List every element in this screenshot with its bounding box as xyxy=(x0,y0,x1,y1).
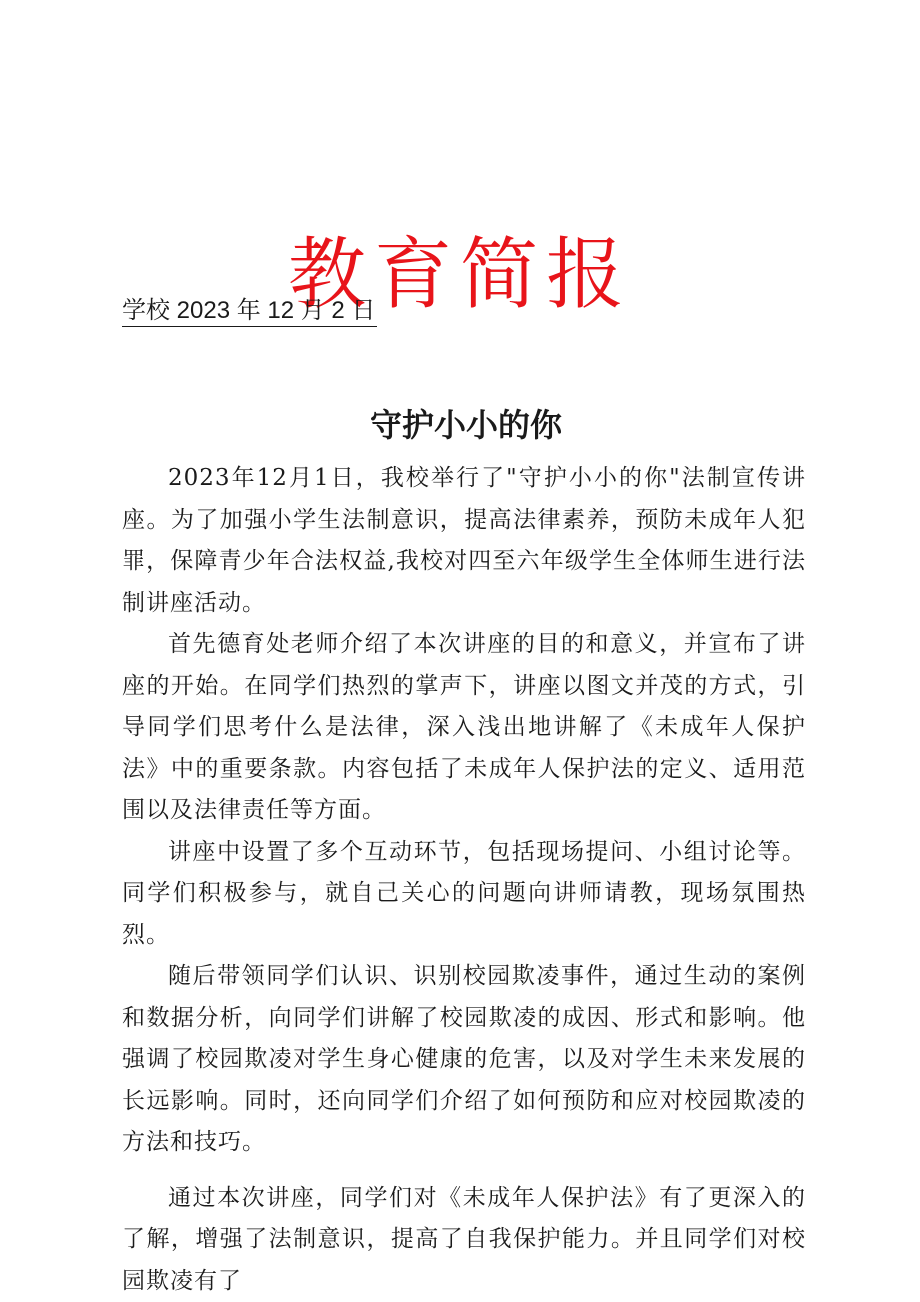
dateline: 学校 2023 年 12 月 2 日 xyxy=(122,296,377,327)
paragraph-bullying: 随后带领同学们认识、识别校园欺凌事件，通过生动的案例和数据分析，向同学们讲解了校园欺凌的成因、形式和影响。他强调了校园欺凌对学生身心健康的危害，以及对学生未来发展的长远影响。同时，还向同学们介绍了如何预防和应对校园欺凌的方法和技巧。 xyxy=(122,963,806,1155)
article-title: 守护小小的你 xyxy=(369,405,562,444)
paragraph-opening: 首先德育处老师介绍了本次讲座的目的和意义，并宣布了讲座的开始。在同学们热烈的掌声下，讲座以图文并茂的方式，引导同学们思考什么是法律，深入浅出地讲解了《未成年人保护法》中的重要条款。内容包括了未成年人保护法的定义、适用范围以及法律责任等方面。 xyxy=(122,631,806,823)
masthead-title: 教育简报 xyxy=(287,230,632,321)
paragraph-intro: 2023年12月1日，我校举行了"守护小小的你"法制宣传讲座。为了加强小学生法制意识，提高法律素养，预防未成年人犯罪，保障青少年合法权益,我校对四至六年级学生全体师生进行法制讲座活动。 xyxy=(122,465,806,616)
paragraph-interaction: 讲座中设置了多个互动环节，包括现场提问、小组讨论等。同学们积极参与，就自己关心的问题向讲师请教，现场氛围热烈。 xyxy=(122,838,806,948)
article-body xyxy=(122,458,806,1302)
paragraph-conclusion: 通过本次讲座，同学们对《未成年人保护法》有了更深入的了解，增强了法制意识，提高了自我保护能力。并且同学们对校园欺凌有了 xyxy=(122,1184,806,1294)
